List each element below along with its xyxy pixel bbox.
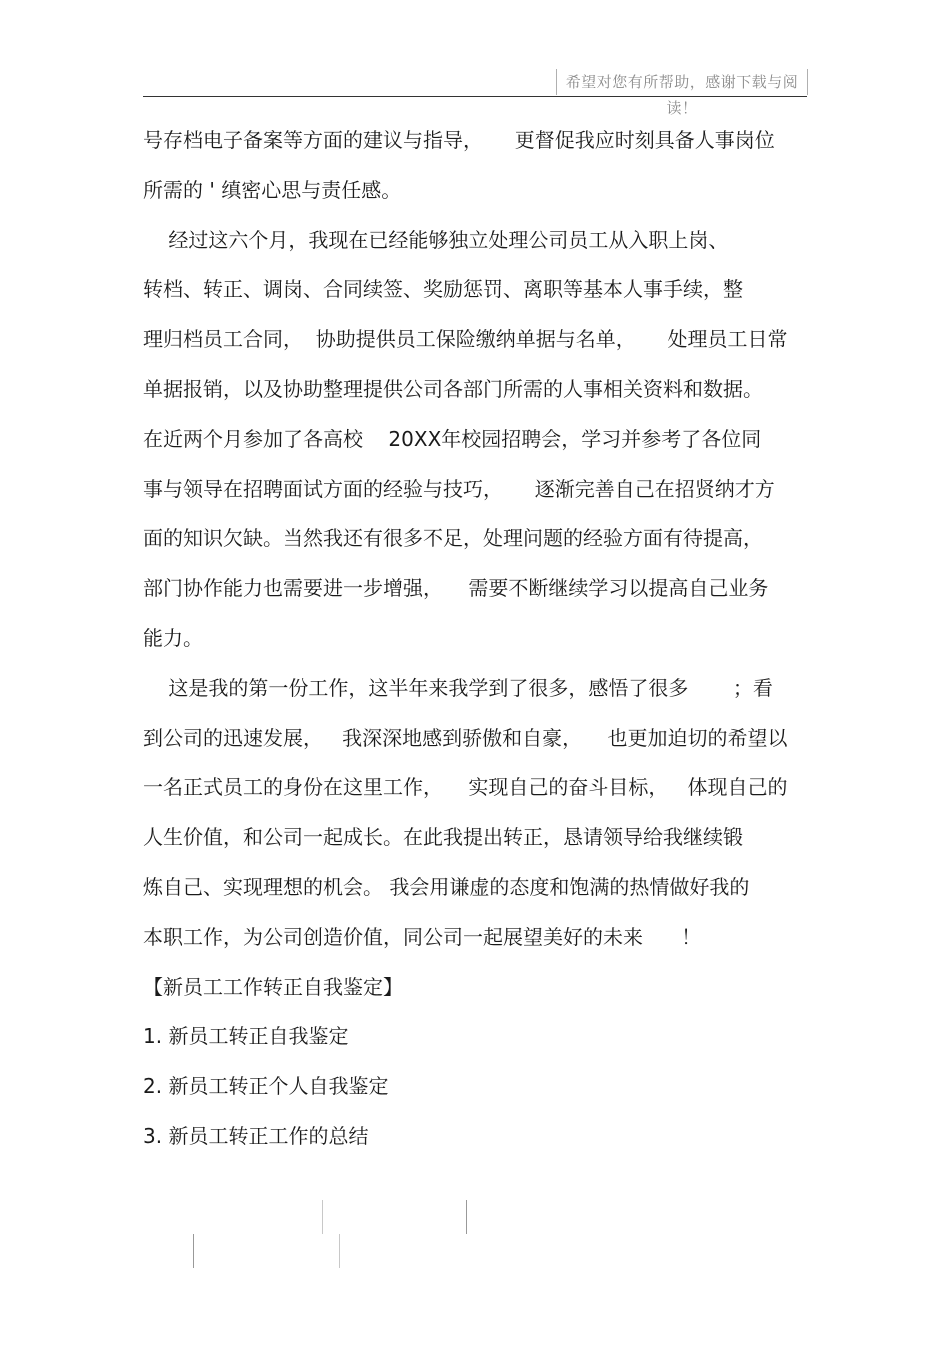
text-line: 单据报销，以及协助整理提供公司各部门所需的人事相关资料和数据。: [143, 376, 763, 401]
scan-artifact-line: [193, 1234, 194, 1268]
text-line: 到公司的迅速发展， 我深深地感到骄傲和自豪， 也更加迫切的希望以: [143, 725, 788, 750]
list-item: 2. 新员工转正个人自我鉴定: [143, 1074, 389, 1099]
scan-artifact-line: [339, 1234, 340, 1268]
text-line: 一名正式员工的身份在这里工作， 实现自己的奋斗目标， 体现自己的: [143, 775, 788, 800]
text-line: 转档、转正、调岗、合同续签、奖励惩罚、离职等基本人事手续，整: [143, 277, 743, 302]
text-line: 理归档员工合同， 协助提供员工保险缴纳单据与名单， 处理员工日常: [143, 327, 788, 352]
text-line: 所需的 ' 缜密心思与责任感。: [143, 177, 402, 202]
text-line: 本职工作，为公司创造价值，同公司一起展望美好的未来 ！: [143, 924, 702, 949]
text-line: 事与领导在招聘面试方面的经验与技巧， 逐渐完善自己在招贤纳才方: [143, 476, 775, 501]
list-item: 3. 新员工转正工作的总结: [143, 1123, 369, 1148]
header-note: 希望对您有所帮助，感谢下载与阅读！: [556, 69, 808, 95]
document-body: [143, 116, 808, 1162]
list-item: 1. 新员工转正自我鉴定: [143, 1024, 349, 1049]
header-rule: [143, 96, 807, 97]
text-line: 经过这六个月，我现在已经能够独立处理公司员工从入职上岗、: [143, 227, 729, 252]
text-line: 能力。: [143, 625, 203, 650]
text-line: 在近两个月参加了各高校 20XX年校园招聘会，学习并参考了各位同: [143, 426, 762, 451]
text-line: 面的知识欠缺。当然我还有很多不足，处理问题的经验方面有待提高，: [143, 526, 763, 551]
section-heading: 【新员工工作转正自我鉴定】: [143, 974, 403, 999]
scan-artifact-line: [466, 1200, 467, 1234]
scan-artifact-line: [322, 1200, 323, 1234]
text-line: 炼自己、实现理想的机会。 我会用谦虚的态度和饱满的热情做好我的: [143, 874, 750, 899]
text-line: 这是我的第一份工作，这半年来我学到了很多，感悟了很多 ；看: [143, 675, 773, 700]
text-line: 部门协作能力也需要进一步增强， 需要不断继续学习以提高自己业务: [143, 576, 769, 601]
text-line: 号存档电子备案等方面的建议与指导， 更督促我应时刻具备人事岗位: [143, 128, 775, 152]
text-line: 人生价值，和公司一起成长。在此我提出转正，恳请领导给我继续锻: [143, 825, 743, 850]
